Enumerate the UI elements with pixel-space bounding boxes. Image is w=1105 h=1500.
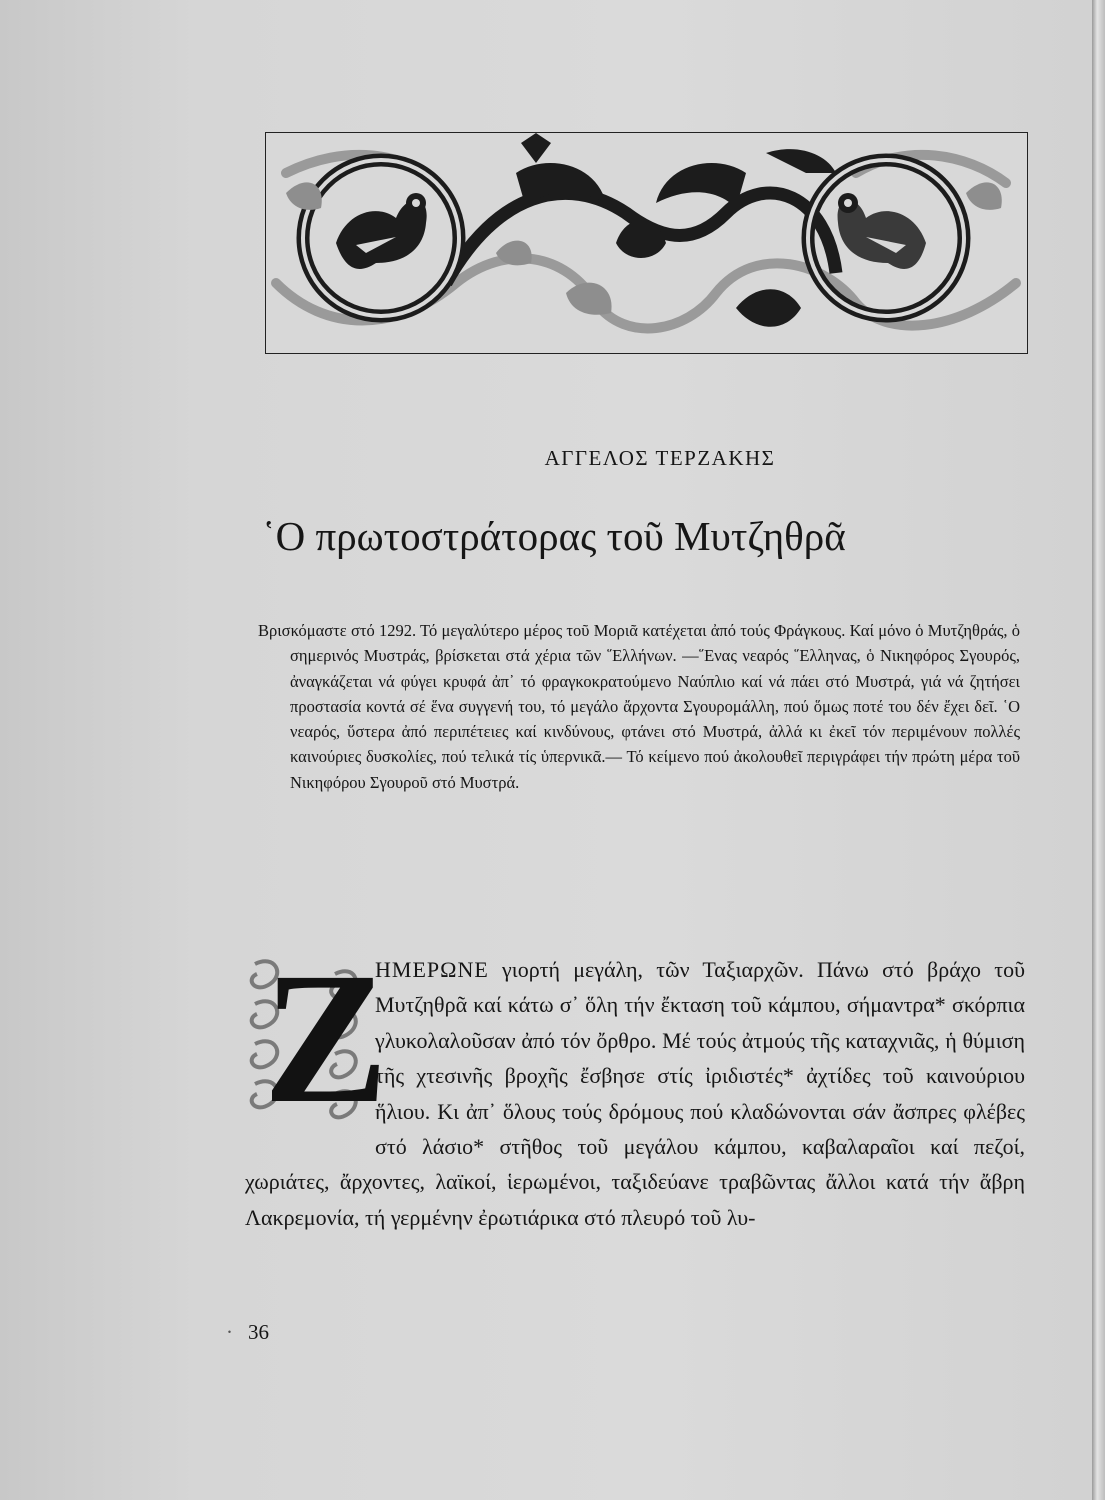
opening-word: ΗΜΕΡΩΝΕ (375, 957, 489, 982)
page-number: · 36 (248, 1320, 269, 1345)
introduction-paragraph: Βρισκόμαστε στό 1292. Τό μεγαλύτερο μέρος τοῦ Μοριᾶ κατέχεται ἀπό τούς Φράγκους. Καί μόνο ὁ Μυτζηθράς, ὁ σημερινός Μυστράς, βρίσκεται στά χέρια τῶν ῞Ελλήνων. —῞Ενας νεαρός ῞Ελληνας, ὁ Νικηφόρος Σγουρός, ἀναγκάζεται νά φύγει κρυφά ἀπ᾿ τό φραγκοκρατούμενο Ναύπλιο καί νά πάει στό Μυστρά, γιά νά ζητήσει προστασία κοντά σέ ἕνα συγγενή του, τό μεγάλο ἄρχοντα Σγουρομάλλη, πού ὅμως ποτέ του δέν ἔχει δεῖ. ῾Ο νεαρός, ὕστερα ἀπό περιπέτειες καί κινδύνους, φτάνει στό Μυστρά, ἀλλά κι ἐκεῖ τόν περιμένουν πολλές καινούριες δυσκολίες, πού τελικά τίς ὑπερνικᾶ.— Τό κείμενο πού ἀκολουθεῖ περιγράφει τήν πρώτη μέρα τοῦ Νικηφόρου Σγουροῦ στό Μυστρά. (258, 621, 1020, 792)
story-title: ῾Ο πρωτοστράτορας τοῦ Μυτζηθρᾶ (262, 513, 846, 559)
author-name: ΑΓΓΕΛΟΣ ΤΕΡΖΑΚΗΣ (544, 446, 776, 470)
page-edge (1092, 0, 1105, 1500)
drop-cap (245, 933, 389, 1142)
drop-cap-letter: Ζ (263, 933, 389, 1142)
ornamental-header-band (265, 132, 1028, 354)
story-body (245, 933, 1025, 1235)
byzantine-ornament-image (266, 133, 1026, 352)
story-text: γιορτή μεγάλη, τῶν Ταξιαρχῶν. Πάνω στό βράχο τοῦ Μυτζηθρᾶ καί κάτω σ᾿ ὅλη τήν ἔκταση τοῦ κάμπου, σήμαντρα* σκόρπια γλυκολαλοῦσαν ἀπό τόν ὄρθρο. Μέ τούς ἀτμούς τῆς καταχνιᾶς, ἡ θύμιση τῆς χτεσινῆς βροχῆς ἔσβησε στίς ἰριδιστές* ἀχτίδες τοῦ καινούριου ἥλιου. Κι ἀπ᾿ ὅλους τούς δρόμους πού κλαδώνονται σάν ἄσπρες φλέβες στό λάσιο* στῆθος τοῦ μεγάλου κάμπου, καβαλαραῖοι καί πεζοί, χωριάτες, ἄρχοντες, λαϊκοί, ἱερωμένοι, ταξιδεύανε τραβῶντας ἄλλοι κατά τήν ἄβρη Λακρεμονία, τή γερμένην ἐρωτιάρικα στό πλευρό τοῦ λυ- (245, 957, 1025, 1230)
